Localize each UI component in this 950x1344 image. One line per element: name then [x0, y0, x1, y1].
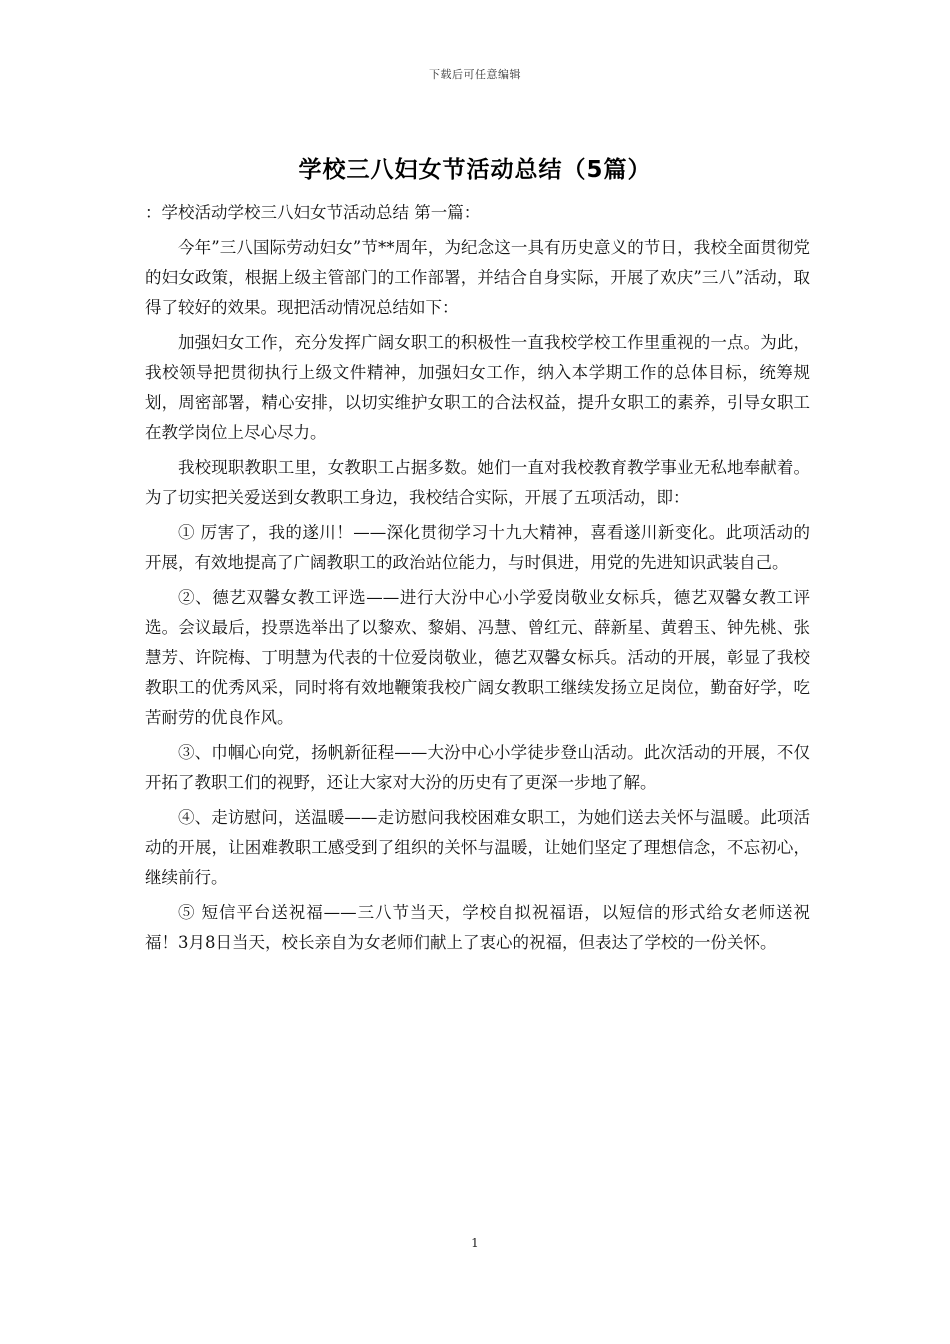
paragraph-activity-3: ③、巾帼心向党，扬帆新征程——大汾中心小学徒步登山活动。此次活动的开展，不仅开拓了教职工们的视野，还让大家对大汾的历史有了更深一步地了解。: [145, 743, 810, 792]
paragraph-staff: 我校现职教职工里，女教职工占据多数。她们一直对我校教育教学事业无私地奉献着。为了切实把关爱送到女教职工身边，我校结合实际，开展了五项活动，即：: [145, 458, 810, 507]
section-subtitle: ：学校活动学校三八妇女节活动总结 第一篇：: [145, 203, 481, 222]
document-title: 学校三八妇女节活动总结（5篇）: [298, 157, 652, 183]
page-number: 1: [471, 1236, 479, 1250]
header-note: 下载后可任意编辑: [429, 68, 521, 81]
paragraph-activity-1: ① 厉害了，我的遂川！——深化贯彻学习十九大精神，喜看遂川新变化。此项活动的开展，有效地提高了广阔教职工的政治站位能力，与时俱进，用党的先进知识武装自己。: [145, 523, 810, 572]
paragraph-activity-2: ②、德艺双馨女教工评选——进行大汾中心小学爱岗敬业女标兵，德艺双馨女教工评选。会议最后，投票选举出了以黎欢、黎娟、冯慧、曾红元、薛新星、黄碧玉、钟先桃、张慧芳、许院梅、丁明慧为代表的十位爱岗敬业，德艺双馨女标兵。活动的开展，彰显了我校教职工的优秀风采，同时将有效地鞭策我校广阔女教职工继续发扬立足岗位，勤奋好学，吃苦耐劳的优良作风。: [145, 588, 810, 727]
paragraph-intro: 今年”三八国际劳动妇女”节**周年，为纪念这一具有历史意义的节日，我校全面贯彻党的妇女政策，根据上级主管部门的工作部署，并结合自身实际，开展了欢庆”三八”活动，取得了较好的效果。现把活动情况总结如下：: [145, 238, 810, 317]
paragraph-activity-5: ⑤ 短信平台送祝福——三八节当天，学校自拟祝福语，以短信的形式给女老师送祝福！3月8日当天，校长亲自为女老师们献上了衷心的祝福，但表达了学校的一份关怀。: [145, 903, 810, 952]
paragraph-womens-work: 加强妇女工作，充分发挥广阔女职工的积极性一直我校学校工作里重视的一点。为此，我校领导把贯彻执行上级文件精神，加强妇女工作，纳入本学期工作的总体目标，统筹规划，周密部署，精心安排，以切实维护女职工的合法权益，提升女职工的素养，引导女职工在教学岗位上尽心尽力。: [145, 333, 810, 442]
document-body: [145, 198, 810, 958]
paragraph-activity-4: ④、走访慰问，送温暖——走访慰问我校困难女职工，为她们送去关怀与温暖。此项活动的开展，让困难教职工感受到了组织的关怀与温暖，让她们坚定了理想信念，不忘初心，继续前行。: [145, 808, 810, 887]
